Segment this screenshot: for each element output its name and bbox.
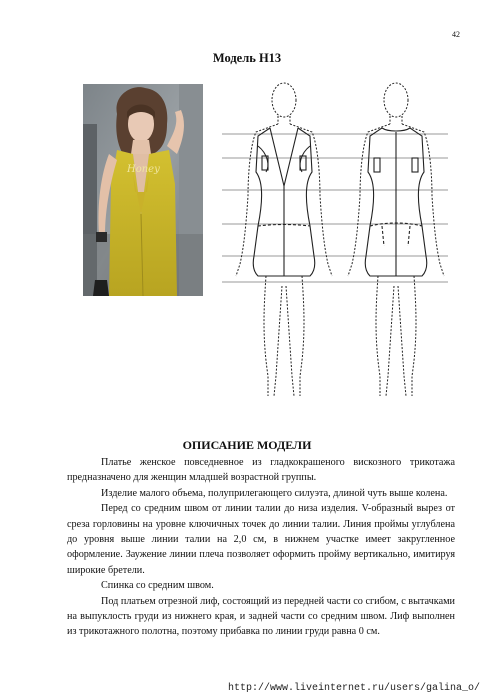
description-paragraph: Платье женское повседневное из гладкокрашеного вискозного трикотажа предназначено для женщин младшей возрастной группы.	[67, 457, 455, 484]
description-paragraph: Под платьем отрезной лиф, состоящий из передней части со сгибом, с вытачками на выпуклость груди из нижнего края, и задней части со средним швом. Лиф выполнен из трикотажного полотна, поэтому прибавка по линии груди равна 0 см.	[67, 595, 455, 638]
technical-sketch	[218, 76, 448, 411]
footer-url[interactable]: http://www.liveinternet.ru/users/galina_o/	[227, 683, 480, 694]
description-paragraph: Перед со средним швом от линии талии до низа изделия. V-образный вырез от среза горловины на уровне ключичных точек до линии талии. Линия проймы углублена до уровня выше линии талии на 2,0 см, в нижнем участке имеет закругленное оформление. Заужение линии плеча позволяет оформить пройму вертикально, имитируя широкие бретели.	[67, 503, 455, 576]
front-dress	[253, 128, 315, 276]
necklace-text: Honey	[127, 164, 160, 175]
model-photo	[83, 84, 203, 296]
construction-lines	[222, 134, 448, 282]
page-title: Модель Н13	[212, 51, 282, 65]
description-paragraph: Спинка со средним швом.	[101, 580, 214, 592]
back-dress	[365, 128, 427, 276]
description-paragraph: Изделие малого объема, полуприлегающего силуэта, длиной чуть выше колена.	[101, 487, 448, 499]
page-number: 42	[452, 30, 460, 39]
description-heading: ОПИСАНИЕ МОДЕЛИ	[182, 438, 312, 452]
description-body	[67, 455, 455, 640]
